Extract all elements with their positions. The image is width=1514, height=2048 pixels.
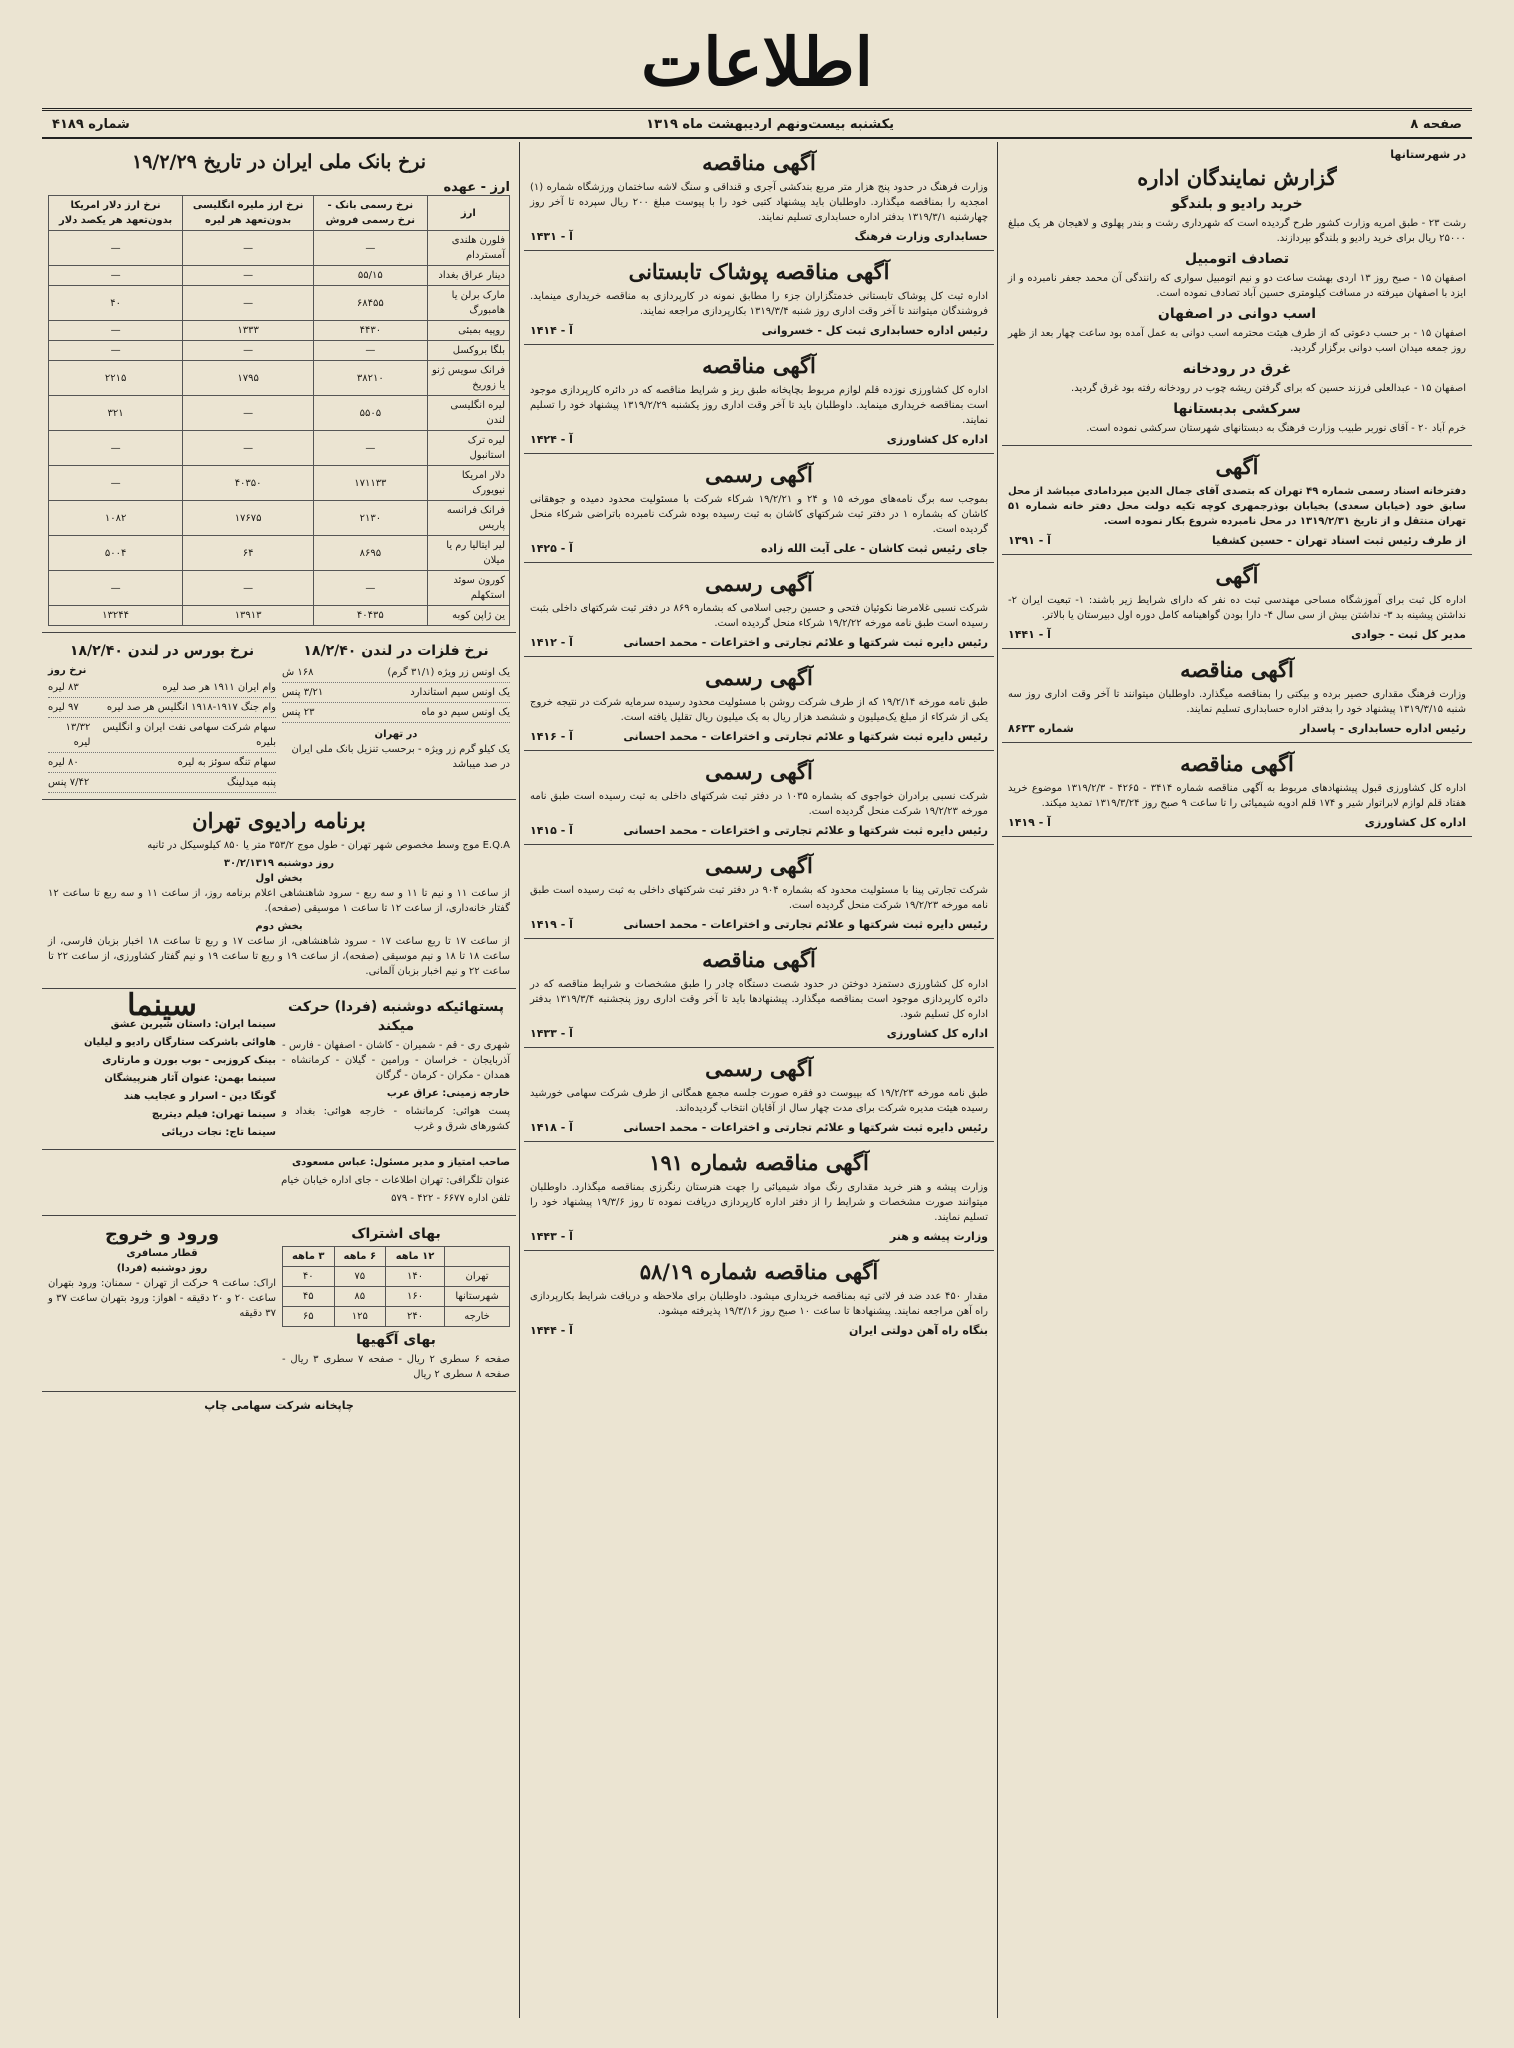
post-title: پستهائیکه دوشنبه (فردا) حرکت میکند bbox=[288, 999, 504, 1034]
tender-ref: شماره ۸۶۳۳ bbox=[1008, 722, 1074, 735]
ad-rates-title: بهای آگهیها bbox=[356, 1332, 436, 1348]
rates-official: ۴۴۳۰ bbox=[314, 321, 428, 341]
rates-pound: ۱۷۶۷۵ bbox=[183, 501, 314, 536]
metals-title: نرخ فلزات در لندن ۱۸/۲/۴۰ bbox=[303, 643, 489, 659]
bourse-value: ۱۳/۳۲ لیره bbox=[65, 722, 91, 748]
official-signature: رئیس دایره ثبت شرکتها و علائم تجارتی و اختراعات - محمد احسانی bbox=[623, 1121, 988, 1134]
rates-official: ۸۶۹۵ bbox=[314, 536, 428, 571]
table-row bbox=[283, 1267, 510, 1287]
rates-pound: — bbox=[183, 431, 314, 466]
post-box bbox=[282, 994, 510, 1143]
rates-header: نرخ ارز ملیره انگلیسی بدون‌تعهد هر لیره bbox=[183, 196, 314, 231]
rates-official: ۱۷۱۱۳۳ bbox=[314, 466, 428, 501]
official-ref: آ - ۱۴۲۵ bbox=[530, 542, 573, 555]
tender-title: آگهی مناقصه bbox=[702, 150, 816, 175]
tender-signature: بنگاه راه آهن دولتی ایران bbox=[849, 1324, 988, 1337]
tender-signature: حسابداری وزارت فرهنگ bbox=[854, 230, 988, 243]
radio-program bbox=[42, 800, 516, 989]
notice-signature: مدیر کل ثبت - جوادی bbox=[1351, 628, 1466, 641]
official-title: آگهی رسمی bbox=[705, 571, 813, 596]
rates-pound: ۱۳۳۳ bbox=[183, 321, 314, 341]
cinema-title: سینما bbox=[127, 988, 197, 1023]
tender-culture-stadium bbox=[524, 142, 994, 251]
rates-pound: — bbox=[183, 231, 314, 266]
report-item-head: خرید رادیو و بلندگو bbox=[1171, 196, 1303, 212]
rates-header: نرخ رسمی بانک - نرخ رسمی فروش bbox=[314, 196, 428, 231]
official-signature: رئیس دایره ثبت شرکتها و علائم تجارتی و اختراعات - محمد احسانی bbox=[623, 918, 988, 931]
rates-official: ۳۸۲۱۰ bbox=[314, 361, 428, 396]
subscription-12m: ۱۴۰ bbox=[386, 1267, 445, 1287]
tender-signature: رئیس اداره حسابداری ثبت کل - خسروانی bbox=[761, 324, 988, 337]
rates-pound: ۴۰۳۵۰ bbox=[183, 466, 314, 501]
rates-dollar: ۱۳۲۴۴ bbox=[49, 606, 183, 626]
bourse-name: سهام تنگه سوئز به لیره bbox=[177, 757, 276, 768]
cinema-item: گونگا دین - اسرار و عجایب هند bbox=[123, 1091, 276, 1102]
subscription-table bbox=[282, 1246, 510, 1327]
rates-dollar: — bbox=[49, 571, 183, 606]
metal-value: ۳/۲۱ پنس bbox=[282, 687, 324, 698]
rates-currency: ین ژاپن کوبه bbox=[427, 606, 509, 626]
tender-ref: آ - ۱۴۳۱ bbox=[530, 230, 573, 243]
official-title: آگهی رسمی bbox=[705, 665, 813, 690]
official-ref: آ - ۱۴۱۶ bbox=[530, 730, 573, 743]
tender-agri-tents bbox=[524, 939, 994, 1048]
tender-signature: اداره کل کشاورزی bbox=[1364, 816, 1466, 829]
official-body: شرکت نسبی غلامرضا نکوئیان فتحی و حسین رجبی اسلامی که بشماره ۸۶۹ در دفتر ثبت شرکتهای داخلی بثبت رسیده است طبق نامه مورخه ۱۹/۲/۲۲ شرکاء منحل گردیده است. bbox=[530, 603, 988, 629]
cinema-box bbox=[48, 988, 276, 1143]
subscription-header: ۳ ماهه bbox=[283, 1247, 335, 1267]
rates-currency: مارک برلن یا هامبورگ bbox=[427, 286, 509, 321]
cinema-items bbox=[48, 1017, 276, 1140]
rates-official: — bbox=[314, 571, 428, 606]
radio-part2-body: از ساعت ۱۷ تا ربع ساعت ۱۷ - سرود شاهنشاهی، از ساعت ۱۷ و ربع تا ساعت ۱۸ اخبار بزبان فارسی، از ساعت ۱۸ تا ۱۸ و نیم موسیقی (صفحه)، از ساعت ۱۹ و ربع تا ساعت ۱۹ و نیم گفتار کشاورزی، از ساعت ۲۲ تا ساعت ۲۲ و نیم اخبار بزبان آلمانی. bbox=[48, 936, 511, 977]
rates-currency: لیره انگلیسی لندن bbox=[427, 396, 509, 431]
rates-pound: — bbox=[183, 341, 314, 361]
report-item-body: اصفهان ۱۵ - بر حسب دعوتی که از طرف هیئت محترمه اسب دوانی به عمل آمده بود ساعت چهار بعد از ظهر روز جمعه میدان اسب دوانی برگزار گردید. bbox=[1008, 328, 1467, 354]
metal-value: ۲۳ پنس bbox=[282, 707, 315, 718]
table-row bbox=[49, 231, 510, 266]
table-row bbox=[283, 1287, 510, 1307]
radio-part1: بخش اول bbox=[255, 873, 303, 884]
rates-dollar: — bbox=[49, 231, 183, 266]
official-notice bbox=[524, 845, 994, 939]
tender-signature: اداره کل کشاورزی bbox=[886, 1027, 988, 1040]
travel-box bbox=[48, 1221, 276, 1385]
report-items bbox=[1008, 195, 1466, 436]
cinema-item: سینما بهمن: عنوان آثار هنرپیشگان bbox=[104, 1073, 276, 1084]
list-item bbox=[282, 683, 510, 703]
dateline bbox=[42, 108, 1472, 139]
rates-pound: — bbox=[183, 266, 314, 286]
tender-body: مقدار ۴۵۰ عدد ضد فر لاتی تیه بمناقصه خریداری میشود. داوطلبان برای ملاحظه و دریافت شرایط بکارپردازی راه آهن مراجعه نمایند. پیشنهادها تا ساعت ۱۰ صبح روز ۱۹/۳/۱۶ پذیرفته میشود. bbox=[530, 1291, 988, 1317]
bourse-value: ۸۰ لیره bbox=[48, 757, 79, 768]
rates-official: ۲۱۳۰ bbox=[314, 501, 428, 536]
subscription-region: تهران bbox=[445, 1267, 510, 1287]
radio-title: برنامه رادیوی تهران bbox=[192, 808, 366, 833]
subscription-3m: ۶۵ bbox=[283, 1307, 335, 1327]
rates-currency: فلورن هلندی آمستردام bbox=[427, 231, 509, 266]
rates-label: ارز - عهده bbox=[443, 180, 510, 195]
subscription-title: بهای اشتراک bbox=[351, 1226, 441, 1242]
rates-header: ارز bbox=[427, 196, 509, 231]
bourse-name: پنبه میدلینگ bbox=[226, 777, 276, 788]
newspaper-title: اطلاعات bbox=[641, 23, 873, 101]
bourse-value: ۷/۴۲ پنس bbox=[48, 777, 90, 788]
travel-body: اراک: ساعت ۹ حرکت از تهران - سمنان: ورود بتهران ساعت ۲۰ و ۲۰ دقیقه - اهواز: ورود بتهران ساعت ۳۷ و ۳۷ دقیقه bbox=[48, 1278, 277, 1319]
rates-title: نرخ بانک ملی ایران در تاریخ ۱۹/۲/۲۹ bbox=[131, 151, 427, 173]
rates-currency: دینار عراق بغداد bbox=[427, 266, 509, 286]
cinema-item: بینک کروزبی - بوب بورن و مارتاری bbox=[102, 1055, 276, 1066]
tender-signature: وزارت پیشه و هنر bbox=[889, 1230, 988, 1243]
printer-credit: چاپخانه شرکت سهامی چاپ bbox=[204, 1399, 354, 1412]
official-title: آگهی رسمی bbox=[705, 853, 813, 878]
table-row bbox=[49, 266, 510, 286]
metals-rows bbox=[282, 663, 510, 723]
rates-dollar: ۴۰ bbox=[49, 286, 183, 321]
subscription-header: ۱۲ ماهه bbox=[386, 1247, 445, 1267]
official-title: آگهی رسمی bbox=[705, 1056, 813, 1081]
notice-body: اداره کل ثبت برای آموزشگاه مساحی مهندسی ثبت ده نفر که دارای شرایط زیر باشند: ۱- تبعیت ایران ۲- نداشتن پیشینه بد ۳- نداشتن بیش از سی سال ۴- دارا بودن گواهینامه کامل دوره اول دبیرستان یا بالاتر. bbox=[1008, 595, 1467, 621]
tender-signature: اداره کل کشاورزی bbox=[886, 433, 988, 446]
report-item-head: سرکشی بدبستانها bbox=[1173, 401, 1301, 417]
bourse-name: وام ایران ۱۹۱۱ هر صد لیره bbox=[162, 682, 276, 693]
rates-pound: — bbox=[183, 286, 314, 321]
list-item bbox=[282, 663, 510, 683]
official-title: آگهی رسمی bbox=[705, 462, 813, 487]
radio-part1-body: از ساعت ۱۱ و نیم تا ۱۱ و سه ربع - سرود شاهنشاهی اعلام برنامه روز، از ساعت ۱۱ و سه ربع تا ساعت ۱۲ گفتار خانه‌داری، از ساعت ۱۲ تا ساعت ۱ موسیقی (صفحه). bbox=[48, 888, 510, 914]
rates-table bbox=[48, 195, 510, 626]
report-item-body: اصفهان ۱۵ - صبح روز ۱۳ اردی بهشت ساعت دو و نیم اتومبیل سواری که رانندگی آن محمد جعفر نامبرده و از ایزد با اصفهان میرفته در مسافت کیلومتری حسین آباد تصادف نموده است. bbox=[1008, 273, 1466, 299]
report-title: گزارش نمایندگان اداره bbox=[1137, 165, 1337, 190]
report-item-body: رشت ۲۳ - طبق امریه وزارت کشور طرح گردیده است که شهرداری رشت و بندر پهلوی و لاهیجان هر یک مبلغ ۲۵۰۰۰ ریال برای خرید رادیو و بلندگو بپردازند. bbox=[1008, 218, 1466, 244]
travel-title: ورود و خروج bbox=[104, 1224, 220, 1245]
report-item-head: اسب دوانی در اصفهان bbox=[1157, 306, 1317, 322]
metal-name: یک اونس سیم استاندارد bbox=[410, 687, 510, 698]
table-row bbox=[49, 501, 510, 536]
tender-ref: آ - ۱۴۱۹ bbox=[1008, 816, 1051, 829]
column-rule bbox=[997, 142, 998, 2018]
rates-official: ۴۰۴۳۵ bbox=[314, 606, 428, 626]
masthead bbox=[40, 16, 1474, 108]
table-row bbox=[49, 431, 510, 466]
rates-dollar: — bbox=[49, 431, 183, 466]
issue-number: شماره ۴۱۸۹ bbox=[52, 116, 130, 132]
table-row bbox=[49, 571, 510, 606]
metal-name: یک اونس زر ویژه (۳۱/۱ گرم) bbox=[387, 667, 510, 678]
notice-title: آگهی bbox=[1215, 454, 1259, 479]
metal-name: یک اونس سیم دو ماه bbox=[421, 707, 510, 718]
subscription-3m: ۴۰ bbox=[283, 1267, 335, 1287]
tender-title: آگهی مناقصه پوشاک تابستانی bbox=[628, 259, 890, 284]
rates-currency: دلار امریکا نیویورک bbox=[427, 466, 509, 501]
bourse-rows bbox=[48, 678, 276, 793]
list-item bbox=[48, 698, 276, 718]
metal-value: ۱۶۸ ش bbox=[282, 667, 314, 678]
official-title: آگهی رسمی bbox=[705, 759, 813, 784]
column-rule bbox=[519, 142, 520, 2018]
notice-body: دفترخانه اسناد رسمی شماره ۴۹ تهران که بتصدی آقای جمال الدین میردامادی میباشد از محل سابق خود (خیابان سعدی) بخیابان بوذرجمهری کوچه تکیه دولت محل دفتر خانه شماره ۵۱ تهران منتقل و از تاریخ ۱۳۱۹/۲/۳۱ در محل نامبرده شروع بکار نموده است. bbox=[1008, 486, 1467, 527]
tehran-label: در تهران bbox=[374, 729, 418, 740]
cinema-item: سینما تاج: نجات دریائی bbox=[161, 1127, 276, 1138]
tender-ref: آ - ۱۴۴۳ bbox=[530, 1230, 573, 1243]
report-item-head: غرق در رودخانه bbox=[1182, 361, 1292, 377]
rates-dollar: — bbox=[49, 466, 183, 501]
metals-and-bourse bbox=[42, 633, 516, 800]
subscription-12m: ۲۴۰ bbox=[386, 1307, 445, 1327]
tender-ref: آ - ۱۴۴۴ bbox=[530, 1324, 573, 1337]
tender-body: اداره کل کشاورزی دستمزد دوختن در حدود شصت دستگاه چادر را طبق مشخصات و شرایط مناقصه که در دائره کارپردازی موجود است بمناقصه میگذارد. پیشنهادها باید تا آخر وقت اداری روز پنجشنبه ۱۳۱۹/۳/۴ بدفتر اداره کل تسلیم شود. bbox=[530, 979, 988, 1020]
table-row bbox=[49, 361, 510, 396]
rates-official: — bbox=[314, 231, 428, 266]
bank-rates bbox=[42, 142, 516, 633]
notice-ref: آ - ۱۴۴۱ bbox=[1008, 628, 1051, 641]
publisher-owner: صاحب امتیاز و مدیر مسئول: عباس مسعودی bbox=[292, 1157, 510, 1168]
travel-day: روز دوشنبه (فردا) bbox=[116, 1263, 208, 1274]
rates-official: ۵۵/۱۵ bbox=[314, 266, 428, 286]
subscription-and-travel bbox=[42, 1216, 516, 1392]
subscription-6m: ۱۲۵ bbox=[334, 1307, 385, 1327]
radio-day: روز دوشنبه ۳۰/۲/۱۳۱۹ bbox=[223, 858, 335, 869]
official-notice bbox=[524, 751, 994, 845]
column-left bbox=[42, 142, 516, 2018]
rates-pound: ۱۷۹۵ bbox=[183, 361, 314, 396]
list-item bbox=[282, 703, 510, 723]
subscription-12m: ۱۶۰ bbox=[386, 1287, 445, 1307]
rates-official: — bbox=[314, 341, 428, 361]
subscription-region: خارجه bbox=[445, 1307, 510, 1327]
official-body: طبق نامه مورخه ۱۹/۲/۱۴ که از طرف شرکت روشن با مسئولیت محدود رسیده سرمایه شرکت در نتیجه خروج یکی از شرکاء از مبلغ یک‌میلیون و ششصد هزار ریال به یک میلیون ریال تقلیل یافته است. bbox=[530, 697, 988, 723]
bourse-name: سهام شرکت سهامی نفت ایران و انگلیس بلیره bbox=[102, 722, 276, 748]
section-label: در شهرستانها bbox=[1390, 148, 1466, 161]
rates-pound: ۱۳۹۱۳ bbox=[183, 606, 314, 626]
bourse-day-label: نرخ روز bbox=[48, 665, 87, 676]
cinema-item: هاوائی باشرکت ستارگان رادیو و لیلیان bbox=[84, 1037, 276, 1048]
table-row bbox=[49, 321, 510, 341]
tehran-row: یک کیلو گرم زر ویژه - برحسب تنزیل بانک ملی ایران در صد میباشد bbox=[291, 744, 510, 770]
tender-title: آگهی مناقصه bbox=[1180, 657, 1294, 682]
table-row bbox=[49, 341, 510, 361]
tender-58 bbox=[524, 1251, 994, 1344]
tender-191 bbox=[524, 1142, 994, 1251]
official-signature: رئیس دایره ثبت شرکتها و علائم تجارتی و اختراعات - محمد احسانی bbox=[623, 730, 988, 743]
official-notice bbox=[524, 454, 994, 563]
official-body: بموجب سه برگ نامه‌های مورخه ۱۵ و ۲۴ و ۱۹/۲/۲۱ شرکاء شرکت با مسئولیت محدود دمیده و جوهقانی کاشان که بشماره ۱ در دفتر ثبت شرکتهای کاشان به ثبت رسیده بوده شرکت نامبرده باتراضی شرکاء منحل گردیده است. bbox=[530, 494, 988, 535]
notice-registry bbox=[1002, 446, 1472, 555]
rates-currency: روپیه بمبئی bbox=[427, 321, 509, 341]
rates-pound: ۶۴ bbox=[183, 536, 314, 571]
rates-official: — bbox=[314, 431, 428, 466]
list-item bbox=[48, 773, 276, 793]
rates-currency: فرانک فرانسه پاریس bbox=[427, 501, 509, 536]
column-right bbox=[1002, 142, 1472, 2018]
official-body: شرکت نسبی برادران خواجوی که بشماره ۱۰۳۵ در دفتر ثبت شرکتهای داخلی به ثبت رسیده است طبق نامه مورخه ۱۹/۲/۲۳ شرکت منحل گردیده است. bbox=[530, 791, 988, 817]
rates-pound: — bbox=[183, 396, 314, 431]
bourse-title: نرخ بورس در لندن ۱۸/۲/۴۰ bbox=[69, 643, 255, 659]
column-middle bbox=[524, 142, 994, 2018]
bourse-value: ۸۳ لیره bbox=[48, 682, 79, 693]
table-row bbox=[49, 466, 510, 501]
rates-official: ۵۵۰۵ bbox=[314, 396, 428, 431]
radio-intro: E.Q.A موج وسط مخصوص شهر تهران - طول موج ۳۵۳/۲ متر یا ۸۵۰ کیلوسیکل در ثانیه bbox=[147, 840, 510, 851]
tender-body: اداره کل کشاورزی قبول پیشنهادهای مربوط به آگهی مناقصه شماره ۳۴۱۴ - ۴۲۶۵ - ۱۳۱۹/۲/۳ موضوع خرید هفتاد قلم لوازم لابراتوار شیر و ۱۷۴ قلم ادویه شیمیائی را تا ساعت ۹ صبح روز ۱۳۱۹/۳/۲۴ تمدید میکند. bbox=[1008, 783, 1466, 809]
tender-ref: آ - ۱۴۳۳ bbox=[530, 1027, 573, 1040]
list-item bbox=[48, 678, 276, 698]
tender-agri-print bbox=[524, 345, 994, 454]
page-number: صفحه ۸ bbox=[1410, 116, 1462, 132]
official-signature: جای رئیس ثبت کاشان - علی آیت الله زاده bbox=[761, 542, 988, 555]
table-row bbox=[49, 606, 510, 626]
tender-culture-mats bbox=[1002, 649, 1472, 743]
tender-summer-clothing bbox=[524, 251, 994, 345]
post-air: پست هوائی: کرمانشاه - خارجه هوائی: بغداد و کشورهای شرق و غرب bbox=[282, 1106, 510, 1132]
notice-survey-school bbox=[1002, 555, 1472, 649]
tender-agri-lab bbox=[1002, 743, 1472, 837]
subscription-6m: ۷۵ bbox=[334, 1267, 385, 1287]
subscription-header: ۶ ماهه bbox=[334, 1247, 385, 1267]
ad-rates-body: صفحه ۶ سطری ۲ ریال - صفحه ۷ سطری ۳ ریال - صفحه ۸ سطری ۲ ریال bbox=[282, 1354, 510, 1380]
tender-title: آگهی مناقصه bbox=[702, 947, 816, 972]
report-item-body: اصفهان ۱۵ - عبدالعلی فرزند حسین که برای گرفتن ریشه چوب در رودخانه رفته بود غرق گردید. bbox=[1071, 383, 1466, 394]
provinces-report bbox=[1002, 142, 1472, 446]
publisher-info bbox=[42, 1150, 516, 1216]
rates-currency: کورون سوئد استکهلم bbox=[427, 571, 509, 606]
list-item bbox=[48, 718, 276, 753]
official-ref: آ - ۱۴۱۹ bbox=[530, 918, 573, 931]
official-signature: رئیس دایره ثبت شرکتها و علائم تجارتی و اختراعات - محمد احسانی bbox=[623, 824, 988, 837]
subscription-6m: ۸۵ bbox=[334, 1287, 385, 1307]
rates-currency: لیر ایتالیا رم یا میلان bbox=[427, 536, 509, 571]
table-row bbox=[49, 536, 510, 571]
radio-part2: بخش دوم bbox=[255, 921, 303, 932]
official-ref: آ - ۱۴۱۵ bbox=[530, 824, 573, 837]
official-body: شرکت تجارتی پینا با مسئولیت محدود که بشماره ۹۰۴ در دفتر ثبت شرکتهای داخلی به ثبت رسیده است طبق نامه مورخه ۱۹/۲/۲۳ شرکت منحل گردیده است. bbox=[530, 885, 988, 911]
table-row bbox=[49, 396, 510, 431]
tender-title: آگهی مناقصه bbox=[702, 353, 816, 378]
rates-pound: — bbox=[183, 571, 314, 606]
rates-dollar: ۱۰۸۲ bbox=[49, 501, 183, 536]
report-item-head: تصادف اتومبیل bbox=[1184, 251, 1290, 267]
cinema-item: سینما تهران: فیلم دیتریچ bbox=[151, 1109, 276, 1120]
report-item-body: خرم آباد ۲۰ - آقای نوربر طبیب وزارت فرهنگ به دبستانهای شهرستان سرکشی نموده است. bbox=[1086, 423, 1466, 434]
table-row bbox=[49, 286, 510, 321]
tender-title: آگهی مناقصه شماره ۱۹۱ bbox=[649, 1150, 869, 1175]
tender-body: اداره کل کشاورزی نوزده قلم لوازم مربوط بچاپخانه طبق ریز و شرایط مناقصه که در دائره کارپردازی موجود است بمناقصه خریداری مینماید. داوطلبان باید تا آخر وقت اداری روز یکشنبه ۱۳۱۹/۲/۲۹ پیشنهاد خود را تسلیم نمایند. bbox=[530, 385, 988, 426]
table-row bbox=[283, 1307, 510, 1327]
tender-title: آگهی مناقصه bbox=[1180, 751, 1294, 776]
rates-official: ۶۸۴۵۵ bbox=[314, 286, 428, 321]
official-notice bbox=[524, 563, 994, 657]
rates-currency: فرانک سویس ژنو یا زوریخ bbox=[427, 361, 509, 396]
tender-ref: آ - ۱۴۲۴ bbox=[530, 433, 573, 446]
notice-title: آگهی bbox=[1215, 563, 1259, 588]
official-notice bbox=[524, 657, 994, 751]
official-body: طبق نامه مورخه ۱۹/۲/۲۳ که بپیوست دو فقره صورت جلسه مجمع همگانی از طرف شرکت سهامی خورشید رسیده هیئت مدیره شرکت برای مدت چهار سال از آقایان انتخاب گردیده‌اند. bbox=[530, 1088, 988, 1114]
tender-signature: رئیس اداره حسابداری - پاسدار bbox=[1300, 722, 1466, 735]
notice-ref: آ - ۱۳۹۱ bbox=[1008, 534, 1051, 547]
bourse-name: وام جنگ ۱۹۱۷-۱۹۱۸ انگلیس هر صد لیره bbox=[106, 702, 276, 713]
publisher-phone: تلفن اداره ۶۶۷۷ - ۴۲۲ - ۵۷۹ bbox=[391, 1193, 510, 1204]
tender-title: آگهی مناقصه شماره ۵۸/۱۹ bbox=[639, 1259, 879, 1284]
rates-dollar: ۳۲۱ bbox=[49, 396, 183, 431]
subscription-region: شهرستانها bbox=[445, 1287, 510, 1307]
bourse-value: ۹۷ لیره bbox=[48, 702, 79, 713]
publisher-address: عنوان تلگرافی: تهران اطلاعات - جای اداره خیابان خیام bbox=[281, 1175, 510, 1186]
rates-dollar: — bbox=[49, 321, 183, 341]
official-notice bbox=[524, 1048, 994, 1142]
list-item bbox=[48, 753, 276, 773]
official-ref: آ - ۱۴۱۸ bbox=[530, 1121, 573, 1134]
travel-subtitle: قطار مسافری bbox=[126, 1248, 198, 1259]
rates-header: نرخ ارز دلار امریکا بدون‌تعهد هر یکصد دلار bbox=[49, 196, 183, 231]
subscription-3m: ۴۵ bbox=[283, 1287, 335, 1307]
tender-body: وزارت فرهنگ در حدود پنج هزار متر مربع بندکشی آجری و قنداقی و سنگ لاشه ساختمان ورزشگاه شماره (۱) امجدیه را بمناقصه میگذارد. داوطلبان باید پیشنهاد کتبی خود را با پیوست مبلغ ۲۰۰ ریال سپرده تا آخر روز چهارشنبه ۱۳۱۹/۳/۱ بدفتر اداره حسابداری تسلیم نمایند. bbox=[530, 182, 988, 223]
subscription-header bbox=[445, 1247, 510, 1267]
rates-currency: بلگا بروکسل bbox=[427, 341, 509, 361]
rates-dollar: ۲۲۱۵ bbox=[49, 361, 183, 396]
tender-ref: آ - ۱۴۱۴ bbox=[530, 324, 573, 337]
rates-dollar: — bbox=[49, 341, 183, 361]
post-body: شهری ری - قم - شمیران - کاشان - اصفهان - فارس - آذربایجان - خراسان - ورامین - گیلان - کرمانشاه - همدان - مکران - کرمان - گرگان bbox=[282, 1040, 510, 1081]
official-signature: رئیس دایره ثبت شرکتها و علائم تجارتی و اختراعات - محمد احسانی bbox=[623, 636, 988, 649]
rates-dollar: ۵۰۰۴ bbox=[49, 536, 183, 571]
post-external: خارجه زمینی: عراق عرب bbox=[386, 1088, 510, 1099]
post-and-cinema bbox=[42, 989, 516, 1150]
issue-date: یکشنبه بیست‌ونهم اردیبهشت ماه ۱۳۱۹ bbox=[646, 116, 895, 132]
rates-currency: لیره ترک استانبول bbox=[427, 431, 509, 466]
tender-body: اداره ثبت کل پوشاک تابستانی خدمتگزاران جزء را مطابق نمونه در کارپردازی به مناقصه خریداری مینماید. فروشندگان میتوانند تا آخر وقت اداری روز شنبه ۱۳۱۹/۳/۴ بکارپردازی مراجعه نمایند. bbox=[530, 291, 988, 317]
tender-body: وزارت فرهنگ مقداری حصیر برده و بیکتی را بمناقصه میگذارد. داوطلبان میتوانند تا آخر وقت اداری روز سه شنبه ۱۳۱۹/۳/۱۵ پیشنهاد خود را بدفتر اداره حسابداری تسلیم نمایند. bbox=[1008, 689, 1466, 715]
cinema-item: سینما ایران: داستان شیرین عشق bbox=[110, 1019, 276, 1030]
metals-box bbox=[282, 638, 510, 793]
notice-signature: از طرف رئیس ثبت اسناد تهران - حسین کشفیا bbox=[1212, 534, 1466, 547]
tender-body: وزارت پیشه و هنر خرید مقداری رنگ مواد شیمیائی را جهت هنرستان رنگرزی بمناقصه میگذارد. داوطلبان میتوانند صورت مشخصات و شرایط را از دفتر اداره کارپردازی دریافت نموده تا روز ۱۹/۳/۶ پیشنهاد خود را تسلیم نمایند. bbox=[530, 1182, 989, 1223]
rates-dollar: — bbox=[49, 266, 183, 286]
subscription-box bbox=[282, 1221, 510, 1385]
bourse-box bbox=[48, 638, 276, 793]
official-ref: آ - ۱۴۱۲ bbox=[530, 636, 573, 649]
